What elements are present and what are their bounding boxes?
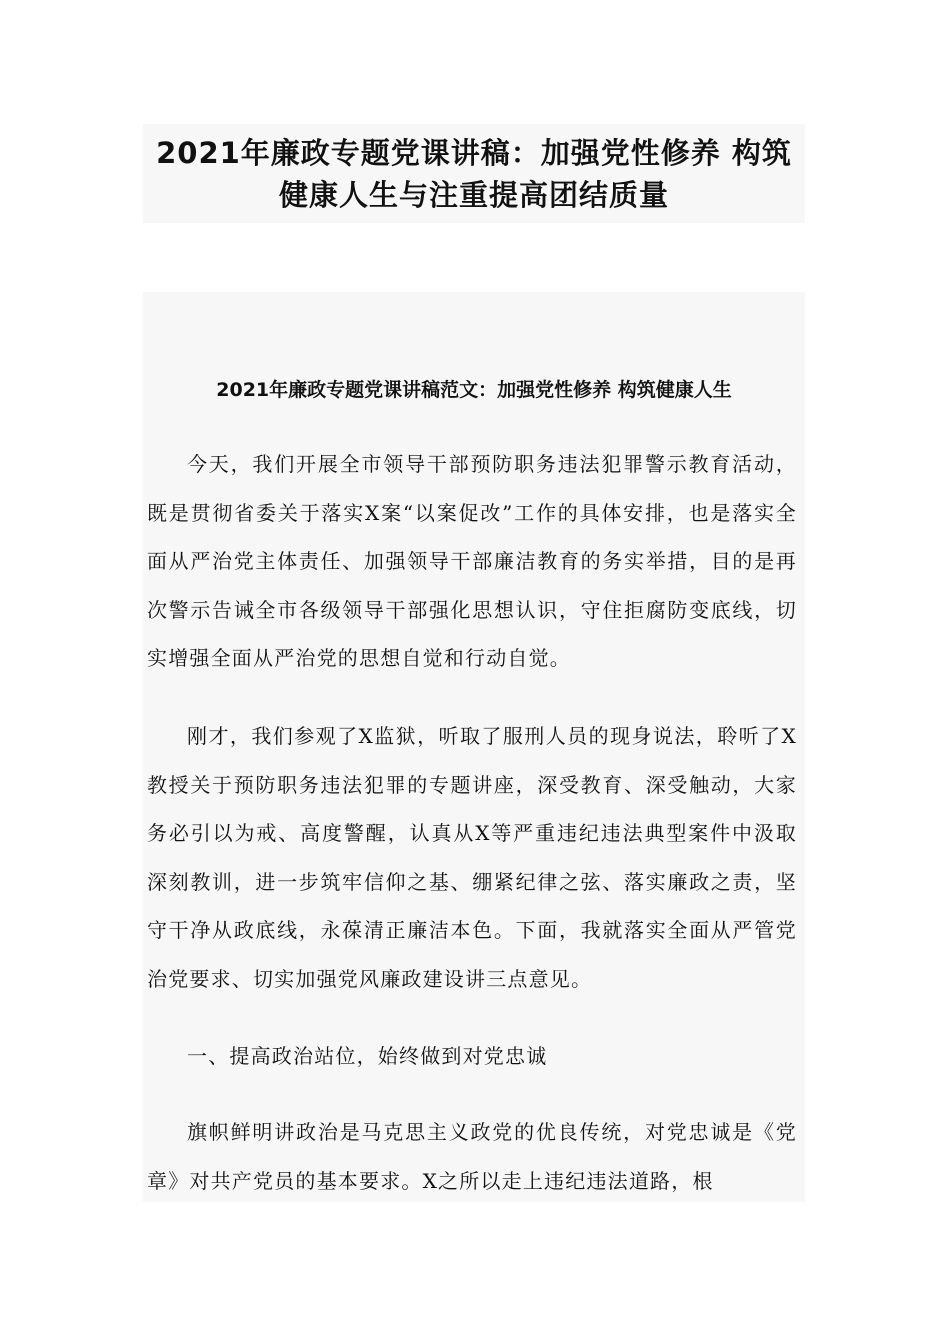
paragraph-1: 今天，我们开展全市领导干部预防职务违法犯罪警示教育活动，既是贯彻省委关于落实X案“以案促改”工作的具体安排，也是落实全面从严治党主体责任、加强领导干部廉洁教育的务实举措，目的是再次警示告诫全市各级领导干部强化思想认识，守住拒腐防变底线，切实增强全面从严治党的思想自觉和行动自觉。 bbox=[147, 452, 797, 670]
paragraph-3: 旗帜鲜明讲政治是马克思主义政党的优良传统，对党忠诚是《党章》对共产党员的基本要求。X之所以走上违纪违法道路，根 bbox=[147, 1120, 797, 1193]
document-title: 2021年廉政专题党课讲稿：加强党性修养 构筑健康人生与注重提高团结质量 bbox=[156, 136, 792, 212]
section-heading-1: 一、提高政治站位，始终做到对党忠诚 bbox=[187, 1044, 548, 1068]
paragraph-2: 刚才，我们参观了X监狱，听取了服刑人员的现身说法，聆听了X教授关于预防职务违法犯罪的专题讲座，深受教育、深受触动，大家务必引以为戒、高度警醒，认真从X等严重违纪违法典型案件中汲取深刻教训，进一步筑牢信仰之基、绷紧纪律之弦、落实廉政之责，坚守干净从政底线，永葆清正廉洁本色。下面，我就落实全面从严管党治党要求、切实加强党风廉政建设讲三点意见。 bbox=[147, 724, 797, 991]
document-subtitle: 2021年廉政专题党课讲稿范文：加强党性修养 构筑健康人生 bbox=[216, 379, 732, 401]
document-body bbox=[143, 292, 805, 1202]
title-block bbox=[143, 124, 805, 223]
